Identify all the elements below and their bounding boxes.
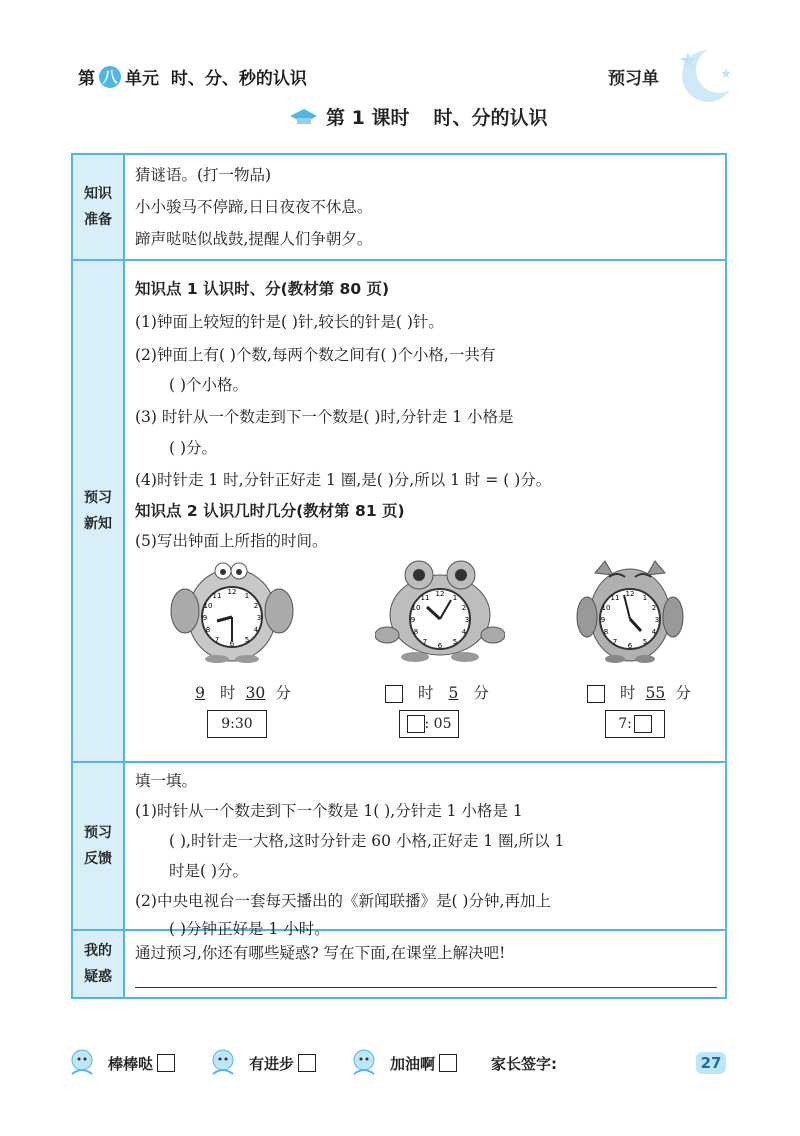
preview-sheet-label: 预习单 bbox=[608, 69, 659, 89]
svg-text:1: 1 bbox=[642, 594, 648, 602]
question-2: (2)钟面上有( )个数,每两个数之间有( )个小格,一共有 bbox=[135, 346, 496, 364]
answer-box[interactable] bbox=[634, 715, 652, 733]
question-4: (4)时针走 1 时,分针正好走 1 圈,是( )分,所以 1 时 = ( )分。 bbox=[135, 471, 552, 489]
question-2-cont: ( )个小格。 bbox=[169, 376, 249, 394]
row-doubts bbox=[73, 931, 725, 997]
svg-text:1: 1 bbox=[452, 594, 458, 602]
svg-text:12: 12 bbox=[435, 590, 445, 598]
rating-great-checkbox[interactable] bbox=[157, 1054, 175, 1072]
svg-text:1: 1 bbox=[244, 592, 250, 600]
svg-text:6: 6 bbox=[627, 642, 633, 650]
svg-text:8: 8 bbox=[205, 626, 211, 634]
svg-text:11: 11 bbox=[212, 592, 222, 600]
page-number: 27 bbox=[696, 1052, 726, 1074]
row-label: 我的 疑惑 bbox=[73, 931, 125, 997]
svg-text:7: 7 bbox=[612, 638, 618, 646]
svg-text:4: 4 bbox=[253, 626, 259, 634]
clock-2-answer: 时 5 分 bbox=[385, 681, 489, 703]
row-label: 预习 反馈 bbox=[73, 763, 125, 929]
feedback-q2-cont: ( )分钟正好是 1 小时。 bbox=[169, 920, 330, 938]
feedback-q1: (1)时针从一个数走到下一个数是 1( ),分针走 1 小格是 1 bbox=[135, 802, 523, 820]
lesson-name: 时、分的认识 bbox=[433, 107, 548, 129]
frog-clock-illustration bbox=[375, 557, 505, 663]
clock-3-digital: 7: bbox=[605, 710, 665, 738]
doubts-content bbox=[135, 931, 717, 997]
svg-text:10: 10 bbox=[601, 604, 611, 612]
unit-title: 单元 时、分、秒的认识 bbox=[125, 69, 307, 89]
row-label: 知识 准备 bbox=[73, 155, 125, 259]
rating-great: 棒棒哒 bbox=[108, 1054, 154, 1073]
svg-text:3: 3 bbox=[654, 616, 660, 624]
lesson-number: 第 1 课时 bbox=[326, 107, 410, 129]
question-5: (5)写出钟面上所指的时间。 bbox=[135, 532, 328, 550]
rating-progress: 有进步 bbox=[249, 1054, 295, 1073]
svg-text:12: 12 bbox=[625, 590, 635, 598]
svg-text:2: 2 bbox=[651, 604, 657, 612]
rating-progress-checkbox[interactable] bbox=[298, 1054, 316, 1072]
knowledge-point-1: 知识点 1 认识时、分(教材第 80 页) bbox=[135, 280, 390, 298]
svg-text:3: 3 bbox=[464, 616, 470, 624]
clock-3-answer: 时 55 分 bbox=[587, 681, 691, 703]
footer-rating bbox=[64, 1046, 557, 1080]
answer-box[interactable] bbox=[385, 685, 403, 703]
feedback-content bbox=[135, 763, 717, 938]
rating-cheer: 加油啊 bbox=[390, 1054, 436, 1073]
moon-stars-icon bbox=[668, 40, 736, 106]
svg-text:5: 5 bbox=[452, 638, 458, 646]
feedback-q1-end: 时是( )分。 bbox=[169, 862, 249, 880]
svg-text:6: 6 bbox=[437, 642, 443, 650]
row-label: 预习 新知 bbox=[73, 261, 125, 761]
row-feedback bbox=[73, 763, 725, 938]
svg-text:9: 9 bbox=[410, 616, 416, 624]
worksheet-table bbox=[71, 153, 727, 999]
clock-1-digital: 9:30 bbox=[207, 710, 267, 738]
cartoon-kid-icon bbox=[205, 1046, 245, 1080]
new-knowledge-content bbox=[135, 261, 717, 761]
unit-number-badge: 八 bbox=[99, 66, 121, 88]
clock-1-answer: 9 时 30 分 bbox=[195, 684, 291, 702]
answer-box[interactable] bbox=[407, 715, 425, 733]
doubts-write-line[interactable] bbox=[135, 987, 717, 988]
feedback-intro: 填一填。 bbox=[135, 772, 198, 790]
svg-text:5: 5 bbox=[244, 636, 250, 644]
doubts-prompt: 通过预习,你还有哪些疑惑? 写在下面,在课堂上解决吧! bbox=[135, 944, 506, 962]
svg-text:4: 4 bbox=[461, 628, 467, 636]
svg-text:11: 11 bbox=[420, 594, 430, 602]
riddle-line: 蹄声哒哒似战鼓,提醒人们争朝夕。 bbox=[135, 230, 373, 248]
svg-text:8: 8 bbox=[603, 628, 609, 636]
unit-header bbox=[78, 64, 307, 89]
rating-cheer-checkbox[interactable] bbox=[439, 1054, 457, 1072]
svg-text:2: 2 bbox=[461, 604, 467, 612]
question-3-cont: ( )分。 bbox=[169, 439, 218, 457]
svg-text:9: 9 bbox=[202, 614, 208, 622]
question-3: (3) 时针从一个数走到下一个数是( )时,分针走 1 小格是 bbox=[135, 408, 514, 426]
svg-text:7: 7 bbox=[422, 638, 428, 646]
cartoon-kid-icon bbox=[64, 1046, 104, 1080]
bird-clock-illustration bbox=[167, 559, 297, 663]
svg-text:8: 8 bbox=[413, 628, 419, 636]
knowledge-point-2: 知识点 2 认识几时几分(教材第 81 页) bbox=[135, 502, 405, 520]
svg-text:12: 12 bbox=[227, 588, 237, 596]
row-new-knowledge bbox=[73, 261, 725, 763]
svg-text:4: 4 bbox=[651, 628, 657, 636]
unit-prefix: 第 bbox=[78, 69, 95, 89]
question-1: (1)钟面上较短的针是( )针,较长的针是( )针。 bbox=[135, 313, 444, 331]
svg-text:9: 9 bbox=[600, 616, 606, 624]
owl-clock-illustration bbox=[575, 559, 685, 663]
svg-text:10: 10 bbox=[203, 602, 213, 610]
svg-text:5: 5 bbox=[642, 638, 648, 646]
feedback-q2: (2)中央电视台一套每天播出的《新闻联播》是( )分钟,再加上 bbox=[135, 892, 551, 910]
svg-text:6: 6 bbox=[229, 640, 235, 648]
riddle-content bbox=[135, 155, 717, 259]
riddle-line: 小小骏马不停蹄,日日夜夜不休息。 bbox=[135, 198, 373, 216]
svg-text:11: 11 bbox=[610, 594, 620, 602]
lesson-title bbox=[288, 103, 547, 130]
cartoon-kid-icon bbox=[346, 1046, 386, 1080]
answer-box[interactable] bbox=[587, 685, 605, 703]
clock-2-digital: : 05 bbox=[399, 710, 459, 738]
svg-text:7: 7 bbox=[214, 636, 220, 644]
riddle-line: 猜谜语。(打一物品) bbox=[135, 166, 272, 184]
svg-text:10: 10 bbox=[411, 604, 421, 612]
row-knowledge-prep bbox=[73, 155, 725, 261]
graduation-cap-icon bbox=[288, 106, 318, 128]
feedback-q1-cont: ( ),时针走一大格,这时分针走 60 小格,正好走 1 圈,所以 1 bbox=[169, 832, 565, 850]
svg-text:2: 2 bbox=[253, 602, 259, 610]
parent-signature-label: 家长签字: bbox=[491, 1054, 558, 1073]
svg-text:3: 3 bbox=[256, 614, 262, 622]
